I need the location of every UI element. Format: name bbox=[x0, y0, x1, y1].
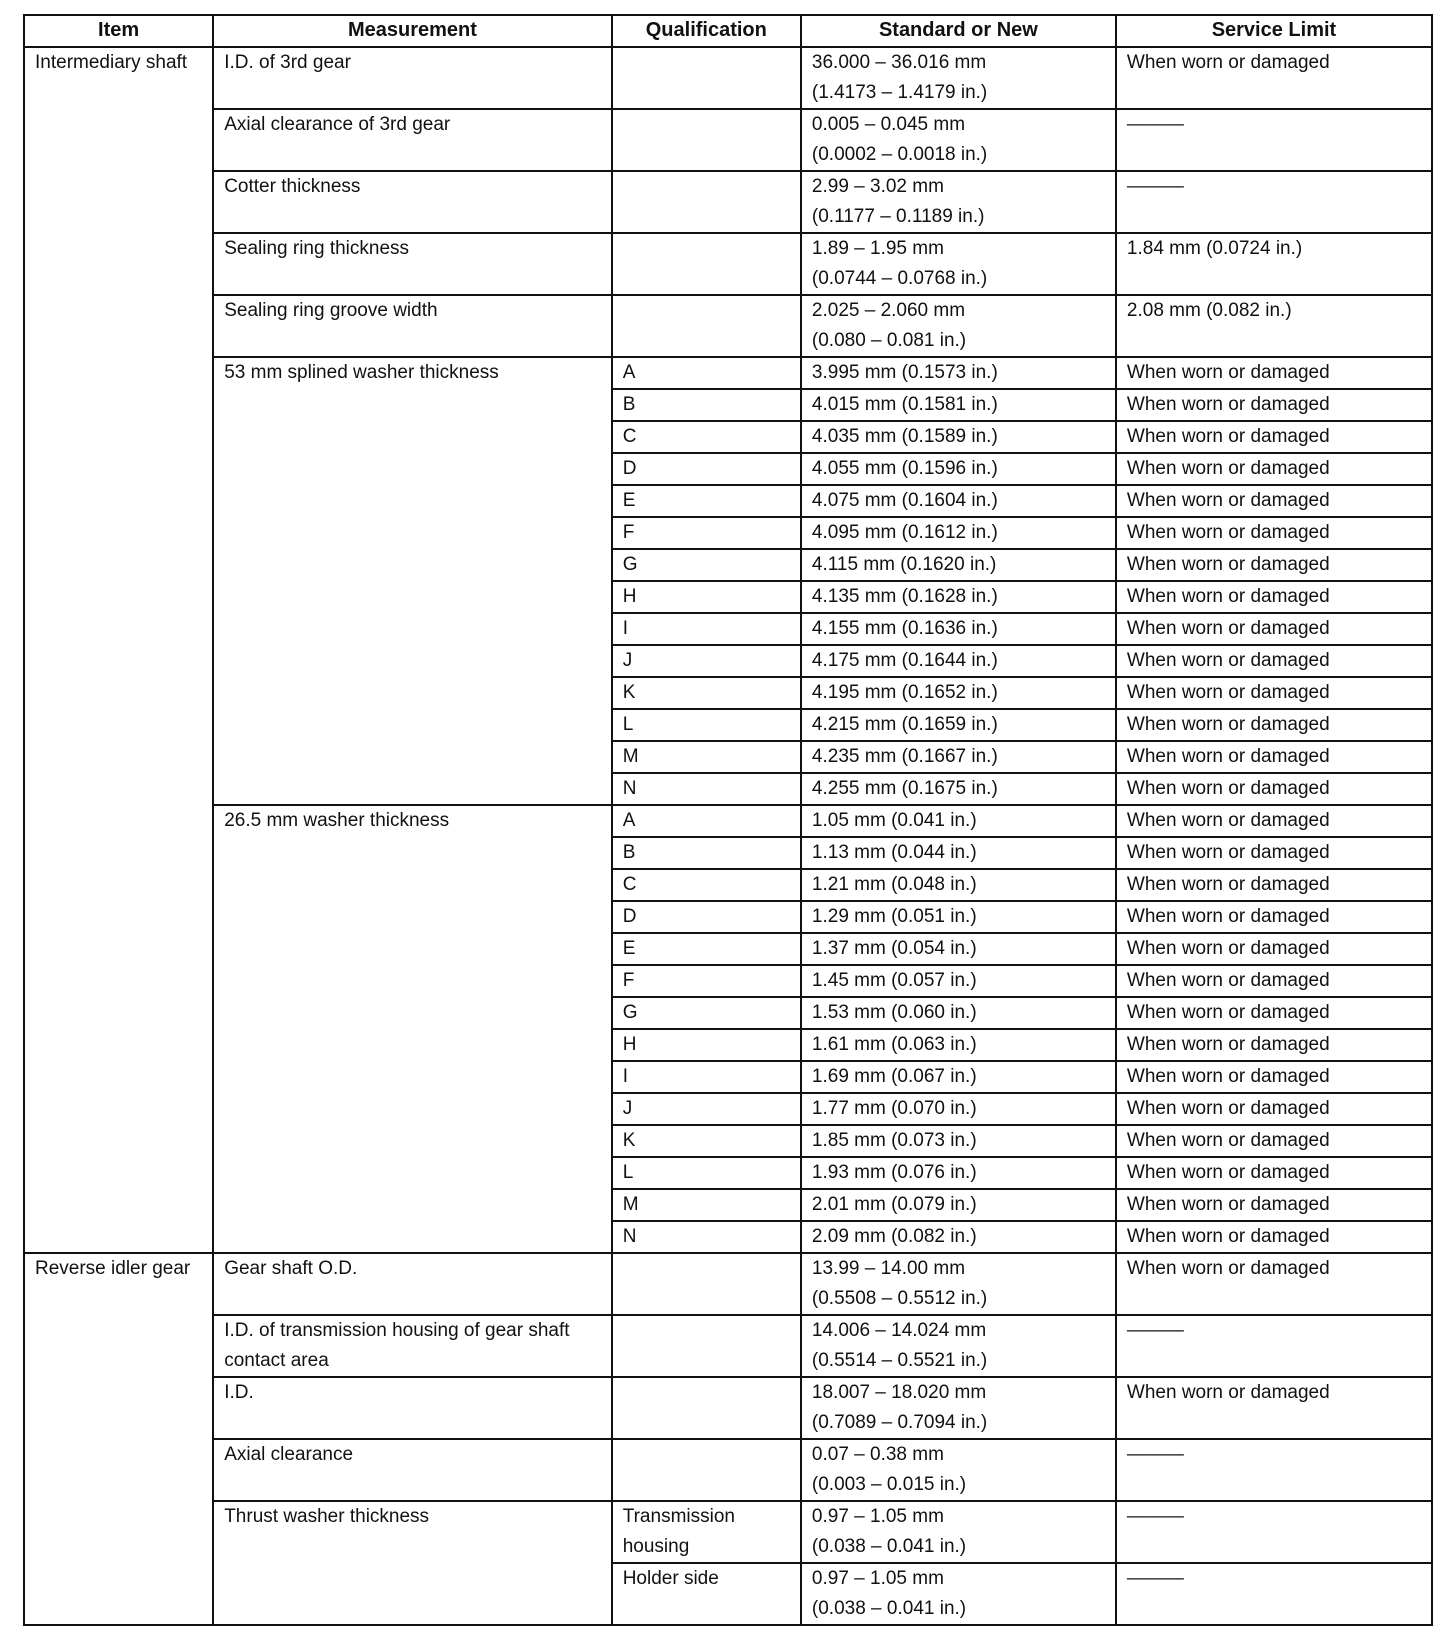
header-standard: Standard or New bbox=[801, 15, 1116, 47]
standard-value-line: 1.85 mm (0.073 in.) bbox=[811, 1130, 977, 1151]
service-limit-cell: When worn or damaged bbox=[1116, 901, 1432, 933]
standard-cell bbox=[801, 837, 1116, 869]
standard-cell bbox=[801, 295, 1116, 357]
standard-cell bbox=[801, 965, 1116, 997]
measurement-cell: I.D. of 3rd gear bbox=[213, 47, 612, 109]
service-limit-cell: When worn or damaged bbox=[1116, 389, 1432, 421]
spec-body bbox=[24, 47, 1432, 1625]
table-row bbox=[24, 47, 1432, 109]
service-limit-cell: When worn or damaged bbox=[1116, 421, 1432, 453]
standard-cell bbox=[801, 1221, 1116, 1253]
header-item: Item bbox=[24, 15, 213, 47]
qualification-cell: I bbox=[612, 613, 801, 645]
service-limit-cell: When worn or damaged bbox=[1116, 517, 1432, 549]
service-limit-cell: When worn or damaged bbox=[1116, 47, 1432, 109]
standard-value-line: 2.09 mm (0.082 in.) bbox=[811, 1226, 977, 1247]
standard-value-line: 4.175 mm (0.1644 in.) bbox=[811, 650, 998, 671]
qualification-cell: F bbox=[612, 517, 801, 549]
standard-value-line: 1.37 mm (0.054 in.) bbox=[811, 938, 977, 959]
service-limit-cell: When worn or damaged bbox=[1116, 357, 1432, 389]
service-limit-cell: ——— bbox=[1116, 1439, 1432, 1501]
standard-cell bbox=[801, 1501, 1116, 1563]
standard-cell bbox=[801, 773, 1116, 805]
standard-cell bbox=[801, 677, 1116, 709]
service-limit-cell: When worn or damaged bbox=[1116, 613, 1432, 645]
standard-cell bbox=[801, 645, 1116, 677]
header-measurement: Measurement bbox=[213, 15, 612, 47]
standard-value-line: 3.995 mm (0.1573 in.) bbox=[811, 362, 998, 383]
service-limit-cell: ——— bbox=[1116, 1315, 1432, 1377]
standard-cell bbox=[801, 421, 1116, 453]
standard-value-line: 1.45 mm (0.057 in.) bbox=[811, 970, 977, 991]
standard-value-line: 4.235 mm (0.1667 in.) bbox=[811, 746, 998, 767]
header-row bbox=[24, 15, 1432, 47]
standard-cell bbox=[801, 1189, 1116, 1221]
qualification-cell: M bbox=[612, 1189, 801, 1221]
measurement-cell: Sealing ring groove width bbox=[213, 295, 612, 357]
qualification-cell: L bbox=[612, 709, 801, 741]
table-row bbox=[24, 1439, 1432, 1501]
service-limit-cell: When worn or damaged bbox=[1116, 773, 1432, 805]
service-limit-cell: When worn or damaged bbox=[1116, 1157, 1432, 1189]
qualification-cell bbox=[612, 47, 801, 109]
standard-value-line: 4.255 mm (0.1675 in.) bbox=[811, 778, 998, 799]
qualification-cell: B bbox=[612, 389, 801, 421]
table-row bbox=[24, 1377, 1432, 1439]
measurement-cell: Sealing ring thickness bbox=[213, 233, 612, 295]
table-row bbox=[24, 1253, 1432, 1315]
table-row bbox=[24, 357, 1432, 389]
service-limit-cell: When worn or damaged bbox=[1116, 1029, 1432, 1061]
standard-cell bbox=[801, 1315, 1116, 1377]
table-row bbox=[24, 1501, 1432, 1563]
standard-cell bbox=[801, 581, 1116, 613]
standard-value-line: 4.075 mm (0.1604 in.) bbox=[811, 490, 998, 511]
standard-value-line: 1.69 mm (0.067 in.) bbox=[811, 1066, 977, 1087]
item-cell: Reverse idler gear bbox=[24, 1253, 213, 1625]
standard-value-line: 1.29 mm (0.051 in.) bbox=[811, 906, 977, 927]
standard-value-line: 0.07 – 0.38 mm bbox=[811, 1444, 944, 1465]
standard-cell bbox=[801, 1377, 1116, 1439]
table-row bbox=[24, 295, 1432, 357]
standard-value-line: (0.003 – 0.015 in.) bbox=[811, 1474, 967, 1495]
service-limit-cell: ——— bbox=[1116, 109, 1432, 171]
standard-cell bbox=[801, 613, 1116, 645]
service-limit-cell: When worn or damaged bbox=[1116, 645, 1432, 677]
qualification-cell: B bbox=[612, 837, 801, 869]
standard-value-line: 4.195 mm (0.1652 in.) bbox=[811, 682, 998, 703]
qualification-cell bbox=[612, 1439, 801, 1501]
service-limit-cell: When worn or damaged bbox=[1116, 453, 1432, 485]
measurement-cell: Thrust washer thickness bbox=[213, 1501, 612, 1625]
qualification-cell bbox=[612, 1315, 801, 1377]
standard-value-line: 1.93 mm (0.076 in.) bbox=[811, 1162, 977, 1183]
service-limit-cell: When worn or damaged bbox=[1116, 965, 1432, 997]
service-limit-cell: When worn or damaged bbox=[1116, 1093, 1432, 1125]
standard-cell bbox=[801, 901, 1116, 933]
qualification-cell: H bbox=[612, 1029, 801, 1061]
qualification-cell: L bbox=[612, 1157, 801, 1189]
measurement-cell: Cotter thickness bbox=[213, 171, 612, 233]
qualification-cell: D bbox=[612, 453, 801, 485]
standard-value-line: (0.080 – 0.081 in.) bbox=[811, 330, 967, 351]
measurement-cell: Gear shaft O.D. bbox=[213, 1253, 612, 1315]
measurement-cell: 26.5 mm washer thickness bbox=[213, 805, 612, 1253]
standard-cell bbox=[801, 869, 1116, 901]
service-limit-cell: When worn or damaged bbox=[1116, 581, 1432, 613]
item-cell: Intermediary shaft bbox=[24, 47, 213, 1253]
standard-cell bbox=[801, 517, 1116, 549]
service-limit-cell: When worn or damaged bbox=[1116, 741, 1432, 773]
standard-value-line: (0.0744 – 0.0768 in.) bbox=[811, 268, 988, 289]
service-limit-cell: When worn or damaged bbox=[1116, 1125, 1432, 1157]
qualification-cell: K bbox=[612, 677, 801, 709]
standard-cell bbox=[801, 1125, 1116, 1157]
standard-cell bbox=[801, 1253, 1116, 1315]
measurement-cell: I.D. bbox=[213, 1377, 612, 1439]
standard-value-line: 4.135 mm (0.1628 in.) bbox=[811, 586, 998, 607]
standard-value-line: 18.007 – 18.020 mm bbox=[811, 1382, 987, 1403]
qualification-cell: H bbox=[612, 581, 801, 613]
standard-value-line: (0.7089 – 0.7094 in.) bbox=[811, 1412, 988, 1433]
service-limit-cell: When worn or damaged bbox=[1116, 709, 1432, 741]
service-limit-cell: 2.08 mm (0.082 in.) bbox=[1116, 295, 1432, 357]
qualification-cell: J bbox=[612, 1093, 801, 1125]
standard-value-line: 2.99 – 3.02 mm bbox=[811, 176, 944, 197]
standard-cell bbox=[801, 1061, 1116, 1093]
qualification-cell bbox=[612, 171, 801, 233]
standard-cell bbox=[801, 933, 1116, 965]
service-limit-cell: When worn or damaged bbox=[1116, 1189, 1432, 1221]
standard-cell bbox=[801, 389, 1116, 421]
table-row bbox=[24, 171, 1432, 233]
standard-value-line: 36.000 – 36.016 mm bbox=[811, 52, 987, 73]
standard-cell bbox=[801, 453, 1116, 485]
standard-value-line: (0.5508 – 0.5512 in.) bbox=[811, 1288, 988, 1309]
standard-cell bbox=[801, 741, 1116, 773]
qualification-cell: E bbox=[612, 485, 801, 517]
standard-cell bbox=[801, 357, 1116, 389]
standard-cell bbox=[801, 805, 1116, 837]
qualification-cell: C bbox=[612, 869, 801, 901]
qualification-cell: N bbox=[612, 773, 801, 805]
service-limit-cell: When worn or damaged bbox=[1116, 933, 1432, 965]
service-limit-cell: When worn or damaged bbox=[1116, 677, 1432, 709]
standard-value-line: 1.89 – 1.95 mm bbox=[811, 238, 944, 259]
service-limit-cell: ——— bbox=[1116, 171, 1432, 233]
standard-cell bbox=[801, 549, 1116, 581]
standard-cell bbox=[801, 1029, 1116, 1061]
qualification-cell: Transmission housing bbox=[612, 1501, 801, 1563]
standard-value-line: (0.1177 – 0.1189 in.) bbox=[811, 206, 985, 227]
qualification-cell: F bbox=[612, 965, 801, 997]
qualification-cell: E bbox=[612, 933, 801, 965]
table-row bbox=[24, 805, 1432, 837]
standard-cell bbox=[801, 1563, 1116, 1625]
qualification-cell: I bbox=[612, 1061, 801, 1093]
standard-value-line: 2.025 – 2.060 mm bbox=[811, 300, 966, 321]
standard-cell bbox=[801, 47, 1116, 109]
standard-value-line: 1.61 mm (0.063 in.) bbox=[811, 1034, 977, 1055]
standard-cell bbox=[801, 233, 1116, 295]
qualification-cell: N bbox=[612, 1221, 801, 1253]
qualification-cell bbox=[612, 295, 801, 357]
service-limit-cell: When worn or damaged bbox=[1116, 837, 1432, 869]
service-limit-cell: When worn or damaged bbox=[1116, 805, 1432, 837]
service-limit-cell: When worn or damaged bbox=[1116, 1061, 1432, 1093]
standard-value-line: 1.13 mm (0.044 in.) bbox=[811, 842, 977, 863]
service-limit-cell: When worn or damaged bbox=[1116, 549, 1432, 581]
standard-value-line: (0.038 – 0.041 in.) bbox=[811, 1536, 967, 1557]
service-limit-cell: When worn or damaged bbox=[1116, 1377, 1432, 1439]
standard-value-line: 14.006 – 14.024 mm bbox=[811, 1320, 987, 1341]
standard-value-line: 0.97 – 1.05 mm bbox=[811, 1568, 944, 1589]
standard-value-line: 0.97 – 1.05 mm bbox=[811, 1506, 944, 1527]
standard-value-line: (0.038 – 0.041 in.) bbox=[811, 1598, 967, 1619]
header-service-limit: Service Limit bbox=[1116, 15, 1432, 47]
standard-cell bbox=[801, 109, 1116, 171]
qualification-cell: A bbox=[612, 357, 801, 389]
qualification-cell: D bbox=[612, 901, 801, 933]
standard-value-line: 4.035 mm (0.1589 in.) bbox=[811, 426, 998, 447]
service-limit-cell: ——— bbox=[1116, 1501, 1432, 1563]
standard-value-line: 4.115 mm (0.1620 in.) bbox=[811, 554, 997, 575]
service-limit-cell: 1.84 mm (0.0724 in.) bbox=[1116, 233, 1432, 295]
table-row bbox=[24, 109, 1432, 171]
qualification-cell: M bbox=[612, 741, 801, 773]
qualification-cell: J bbox=[612, 645, 801, 677]
standard-value-line: (1.4173 – 1.4179 in.) bbox=[811, 82, 988, 103]
table-row bbox=[24, 233, 1432, 295]
standard-cell bbox=[801, 1093, 1116, 1125]
standard-value-line: 4.215 mm (0.1659 in.) bbox=[811, 714, 998, 735]
standard-value-line: (0.5514 – 0.5521 in.) bbox=[811, 1350, 988, 1371]
service-limit-cell: When worn or damaged bbox=[1116, 869, 1432, 901]
standard-cell bbox=[801, 485, 1116, 517]
qualification-cell: Holder side bbox=[612, 1563, 801, 1625]
qualification-cell: A bbox=[612, 805, 801, 837]
standard-value-line: 4.015 mm (0.1581 in.) bbox=[811, 394, 998, 415]
standard-value-line: 4.155 mm (0.1636 in.) bbox=[811, 618, 998, 639]
standard-value-line: 1.77 mm (0.070 in.) bbox=[811, 1098, 977, 1119]
qualification-cell: K bbox=[612, 1125, 801, 1157]
service-limit-cell: When worn or damaged bbox=[1116, 1221, 1432, 1253]
standard-value-line: 13.99 – 14.00 mm bbox=[811, 1258, 966, 1279]
service-limit-cell: When worn or damaged bbox=[1116, 997, 1432, 1029]
table-row bbox=[24, 1315, 1432, 1377]
measurement-cell: I.D. of transmission housing of gear shaft contact area bbox=[213, 1315, 612, 1377]
measurement-cell: Axial clearance bbox=[213, 1439, 612, 1501]
standard-value-line: 4.055 mm (0.1596 in.) bbox=[811, 458, 998, 479]
service-limit-cell: ——— bbox=[1116, 1563, 1432, 1625]
qualification-cell: G bbox=[612, 997, 801, 1029]
standard-value-line: 0.005 – 0.045 mm bbox=[811, 114, 966, 135]
qualification-cell bbox=[612, 109, 801, 171]
qualification-cell bbox=[612, 1253, 801, 1315]
measurement-cell: Axial clearance of 3rd gear bbox=[213, 109, 612, 171]
standard-cell bbox=[801, 709, 1116, 741]
qualification-cell: G bbox=[612, 549, 801, 581]
standard-value-line: 1.05 mm (0.041 in.) bbox=[811, 810, 977, 831]
service-limit-cell: When worn or damaged bbox=[1116, 485, 1432, 517]
standard-value-line: 4.095 mm (0.1612 in.) bbox=[811, 522, 998, 543]
spec-table bbox=[23, 14, 1433, 1626]
qualification-cell bbox=[612, 233, 801, 295]
standard-cell bbox=[801, 1439, 1116, 1501]
service-limit-cell: When worn or damaged bbox=[1116, 1253, 1432, 1315]
standard-value-line: (0.0002 – 0.0018 in.) bbox=[811, 144, 988, 165]
qualification-cell bbox=[612, 1377, 801, 1439]
standard-value-line: 2.01 mm (0.079 in.) bbox=[811, 1194, 977, 1215]
standard-value-line: 1.21 mm (0.048 in.) bbox=[811, 874, 977, 895]
qualification-cell: C bbox=[612, 421, 801, 453]
standard-cell bbox=[801, 1157, 1116, 1189]
standard-cell bbox=[801, 171, 1116, 233]
standard-value-line: 1.53 mm (0.060 in.) bbox=[811, 1002, 977, 1023]
standard-cell bbox=[801, 997, 1116, 1029]
header-qualification: Qualification bbox=[612, 15, 801, 47]
measurement-cell: 53 mm splined washer thickness bbox=[213, 357, 612, 805]
